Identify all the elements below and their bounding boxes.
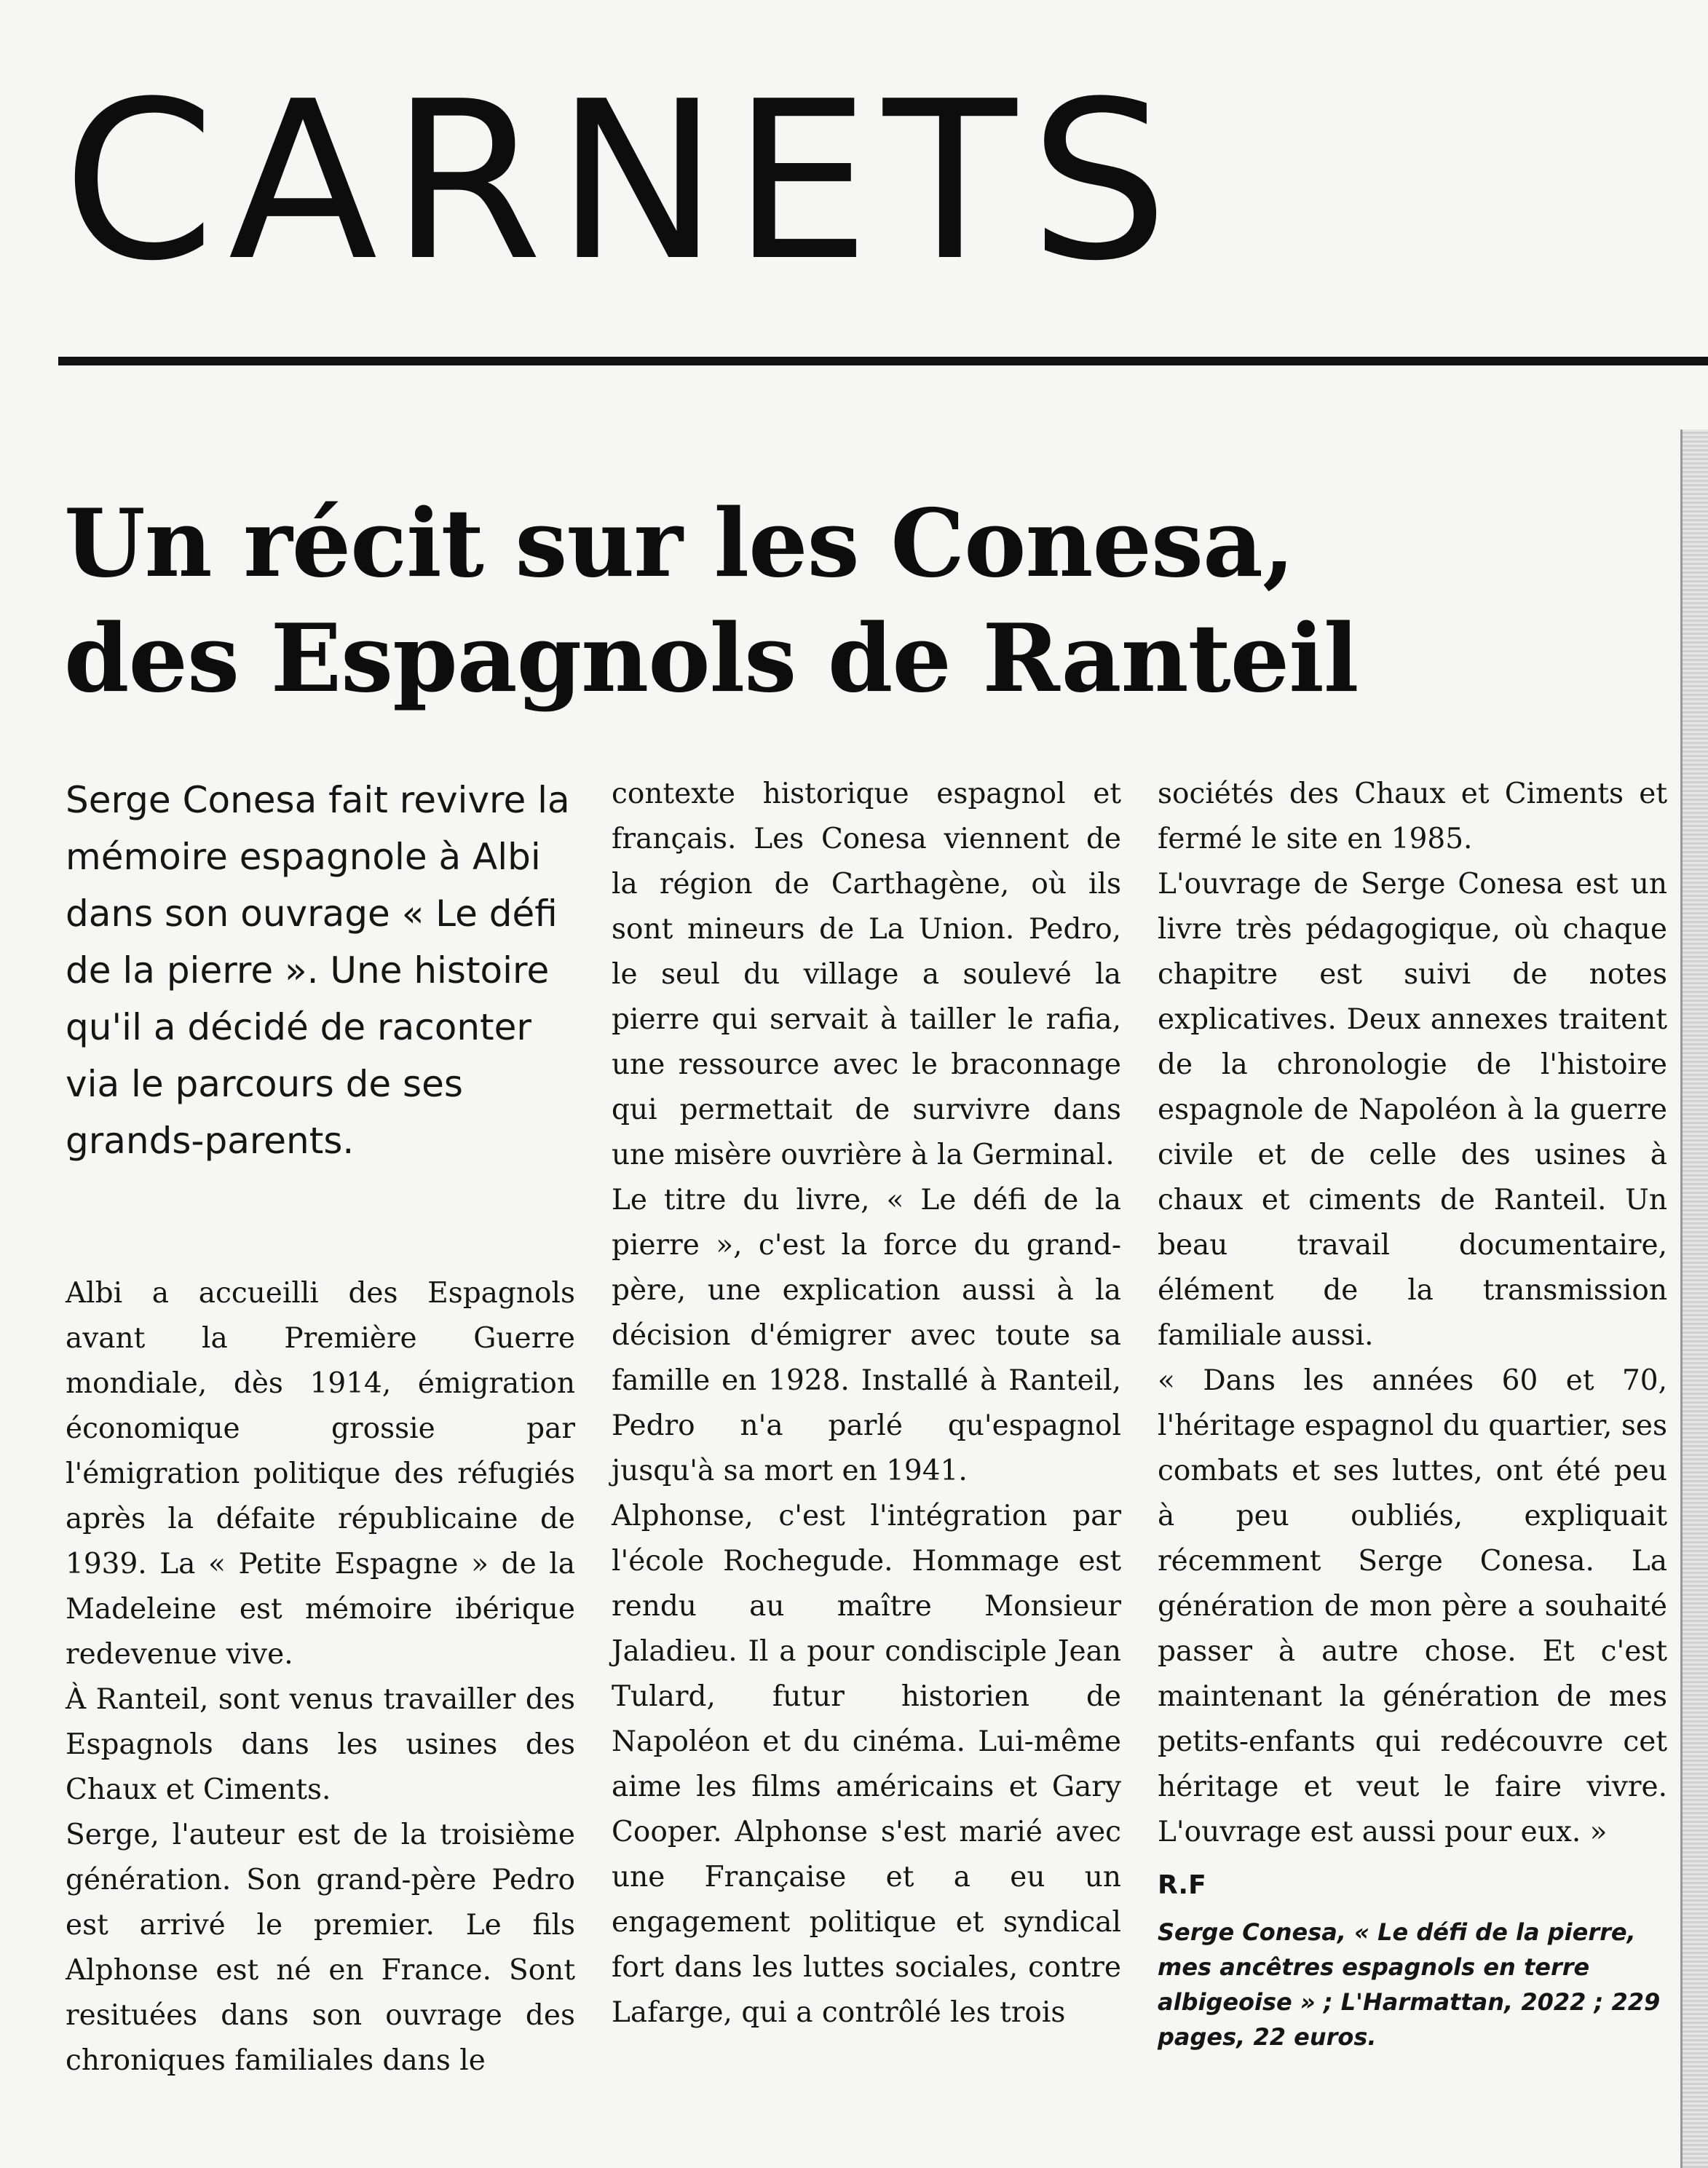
article-column-3 bbox=[1158, 772, 1667, 2054]
headline-line-1: Un récit sur les Conesa, bbox=[64, 489, 1294, 598]
section-divider bbox=[58, 357, 1708, 365]
author-signature: R.F bbox=[1158, 1870, 1206, 1900]
paragraph: Serge, l'auteur est de la troisième génération. Son grand-père Pedro est arrivé le premier. Le fils Alphonse est né en France. Sont resituées dans son ouvrage des chroniques familiales dans le bbox=[66, 1819, 575, 2077]
paragraph: Albi a accueilli des Espagnols avant la Première Guerre mondiale, dès 1914, émigration économique grossie par l'émigration politique des réfugiés après la défaite républicaine de 1939. La « Petite Espagne » de la Madeleine est mémoire ibérique redevenue vive. bbox=[66, 1277, 575, 1671]
section-title: CARNETS bbox=[63, 55, 1182, 309]
adjacent-page-edge bbox=[1680, 430, 1708, 2168]
book-reference: Serge Conesa, « Le défi de la pierre, mes ancêtres espagnols en terre albigeoise » ; L'Harmattan, 2022 ; 229 pages, 22 euros. bbox=[1158, 1918, 1661, 2051]
paragraph: L'ouvrage de Serge Conesa est un livre très pédagogique, où chaque chapitre est suivi de notes explicatives. Deux annexes traitent de la chronologie de l'histoire espagnole de Napoléon à la guerre civile et de celle des usines à chaux et ciments de Ranteil. Un beau travail documentaire, élément de la transmission familiale aussi. bbox=[1158, 868, 1667, 1352]
article-headline bbox=[64, 486, 1358, 716]
paragraph: À Ranteil, sont venus travailler des Espagnols dans les usines des Chaux et Ciments. bbox=[66, 1683, 575, 1806]
paragraph: Alphonse, c'est l'intégration par l'école Rochegude. Hommage est rendu au maître Monsieur Jaladieu. Il a pour condisciple Jean Tulard, futur historien de Napoléon et du cinéma. Lui-même aime les films américains et Gary Cooper. Alphonse s'est marié avec une Française et a eu un engagement politique et syndical fort dans les luttes sociales, contre Lafarge, qui a contrôlé les trois bbox=[612, 1500, 1121, 2029]
article-column-2 bbox=[612, 772, 1121, 2036]
article-lead: Serge Conesa fait revivre la mémoire espagnole à Albi dans son ouvrage « Le défi de la pierre ». Une histoire qu'il a décidé de raconter via le parcours de ses grands-parents. bbox=[66, 779, 570, 1162]
paragraph: Le titre du livre, « Le défi de la pierre », c'est la force du grand-père, une explication aussi à la décision d'émigrer avec toute sa famille en 1928. Installé à Ranteil, Pedro n'a parlé qu'espagnol jusqu'à sa mort en 1941. bbox=[612, 1184, 1121, 1487]
paragraph: sociétés des Chaux et Ciments et fermé le site en 1985. bbox=[1158, 778, 1667, 855]
headline-line-2: des Espagnols de Ranteil bbox=[64, 604, 1359, 713]
paragraph: contexte historique espagnol et français. Les Conesa viennent de la région de Carthagène, où ils sont mineurs de La Union. Pedro, le seul du village a soulevé la pierre qui servait à tailler le rafia, une ressource avec le braconnage qui permettait de survivre dans une misère ouvrière à la Germinal. bbox=[612, 778, 1121, 1171]
article-column-1 bbox=[66, 772, 575, 2084]
paragraph: « Dans les années 60 et 70, l'héritage espagnol du quartier, ses combats et ses luttes, ont été peu à peu oubliés, expliquait récemment Serge Conesa. La génération de mon père a souhaité passer à autre chose. Et c'est maintenant la génération de mes petits-enfants qui redécouvre cet héritage et veut le faire vivre. L'ouvrage est aussi pour eux. » bbox=[1158, 1364, 1667, 1848]
